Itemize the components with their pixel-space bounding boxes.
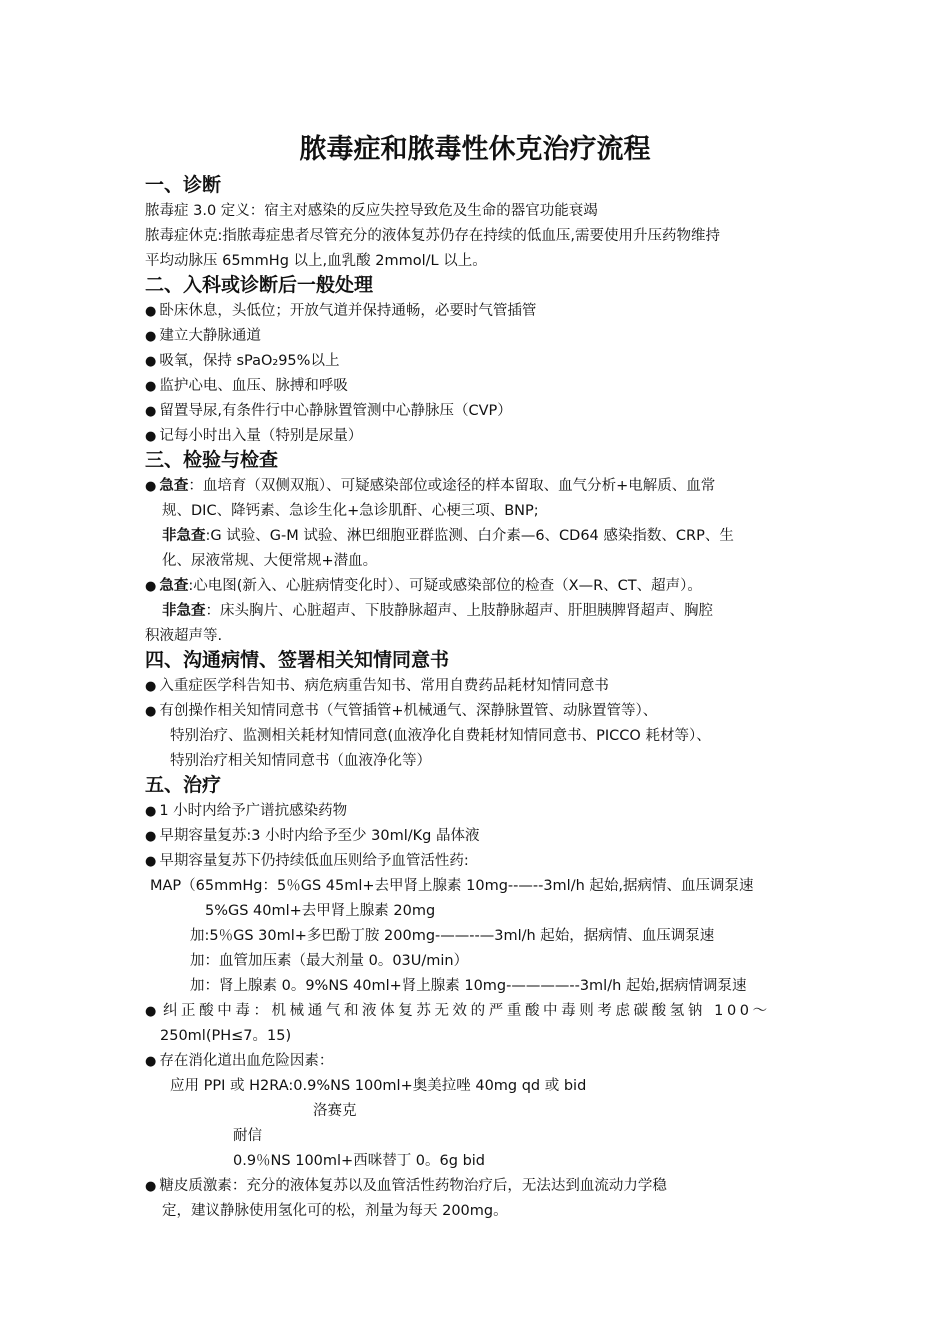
bullet-icon: ● (145, 304, 157, 319)
paragraph-line: 5%GS 40ml+去甲肾上腺素 20mg (205, 903, 436, 919)
paragraph-line: 250ml(PH≤7。15) (160, 1028, 292, 1044)
paragraph-line: 非急查:G 试验、G-M 试验、淋巴细胞亚群监测、白介素—6、CD64 感染指数、CRP、生 (162, 528, 734, 544)
paragraph-line: 化、尿液常规、大便常规+潜血。 (162, 553, 378, 569)
paragraph-line: 脓毒症休克:指脓毒症患者尽管充分的液体复苏仍存在持续的低血压,需要使用升压药物维持 (145, 228, 720, 244)
bullet-icon: ● (145, 479, 157, 494)
list-item: ● 1 小时内给予广谱抗感染药物 (145, 803, 348, 819)
list-item: ● 早期容量复苏:3 小时内给予至少 30ml/Kg 晶体液 (145, 828, 480, 844)
list-item: ● 有创操作相关知情同意书（气管插管+机械通气、深静脉置管、动脉置管等）、 (145, 703, 658, 719)
bullet-icon: ● (145, 329, 157, 344)
list-item: ● 急查:心电图(新入、心脏病情变化时）、可疑或感染部位的检查（X—R、CT、超声）。 (145, 578, 702, 594)
paragraph-line: MAP（65mmHg：5％GS 45ml+去甲肾上腺素 10mg--—--3ml/h 起始,据病情、血压调泵速 (150, 878, 754, 894)
bullet-icon: ● (145, 429, 157, 444)
paragraph-line: 非急查：床头胸片、心脏超声、下肢静脉超声、上肢静脉超声、肝胆胰脾肾超声、胸腔 (162, 603, 713, 619)
list-item: ● 监护心电、血压、脉搏和呼吸 (145, 378, 348, 394)
urgent-label: 急查 (159, 478, 189, 494)
paragraph-line: 积液超声等. (145, 628, 223, 644)
list-item: ● 早期容量复苏下仍持续低血压则给予血管活性药: (145, 853, 469, 869)
bullet-icon: ● (145, 704, 157, 719)
section-heading-diagnosis: 一、诊断 (145, 174, 222, 196)
bullet-icon: ● (145, 1004, 160, 1019)
list-item: ● 记每小时出入量（特别是尿量） (145, 428, 363, 444)
list-item: ● 建立大静脉通道 (145, 328, 261, 344)
list-item: ● 卧床休息，头低位；开放气道并保持通畅，必要时气管插管 (145, 303, 537, 319)
bullet-icon: ● (145, 1179, 157, 1194)
bullet-icon: ● (145, 354, 157, 369)
bullet-icon: ● (145, 679, 157, 694)
paragraph-line: 特别治疗相关知情同意书（血液净化等） (170, 753, 431, 769)
section-heading-tests: 三、检验与检查 (145, 449, 279, 471)
section-heading-treatment: 五、治疗 (145, 774, 222, 796)
urgent-label: 急查 (159, 578, 189, 594)
bullet-icon: ● (145, 1054, 157, 1069)
paragraph-line: 洛赛克 (313, 1103, 357, 1119)
list-item: ● 吸氧，保持 sPaO₂95%以上 (145, 353, 340, 369)
bullet-icon: ● (145, 829, 157, 844)
list-item: ● 留置导尿,有条件行中心静脉置管测中心静脉压（CVP） (145, 403, 512, 419)
paragraph-line: 特别治疗、监测相关耗材知情同意(血液净化自费耗材知情同意书、PICCO 耗材等）、 (170, 728, 711, 744)
paragraph-line: 脓毒症 3.0 定义：宿主对感染的反应失控导致危及生命的器官功能衰竭 (145, 203, 598, 219)
paragraph-line: 0.9％NS 100ml+西咪替丁 0。6g bid (233, 1153, 486, 1169)
paragraph-line: 平均动脉压 65mmHg 以上,血乳酸 2mmol/L 以上。 (145, 253, 487, 269)
list-item: ● 急查：血培育（双侧双瓶）、可疑感染部位或途径的样本留取、血气分析+电解质、血常 (145, 478, 716, 494)
bullet-icon: ● (145, 379, 157, 394)
paragraph-line: 加：肾上腺素 0。9%NS 40ml+肾上腺素 10mg-————--3ml/h 起始,据病情调泵速 (190, 978, 747, 994)
section-heading-consent: 四、沟通病情、签署相关知情同意书 (145, 649, 450, 671)
paragraph-line: 应用 PPI 或 H2RA:0.9%NS 100ml+奥美拉唑 40mg qd 或 bid (170, 1078, 587, 1094)
bullet-icon: ● (145, 579, 157, 594)
paragraph-line: 加：血管加压素（最大剂量 0。03U/min） (190, 953, 469, 969)
bullet-icon: ● (145, 404, 157, 419)
paragraph-line: 规、DIC、降钙素、急诊生化+急诊肌酐、心梗三项、BNP; (162, 503, 539, 519)
page-title: 脓毒症和脓毒性休克治疗流程 (299, 134, 651, 165)
bullet-icon: ● (145, 854, 157, 869)
list-item: ● 入重症医学科告知书、病危病重告知书、常用自费药品耗材知情同意书 (145, 678, 609, 694)
paragraph-line: 加:5％GS 30ml+多巴酚丁胺 200mg-——--—3ml/h 起始，据病情、血压调泵速 (190, 928, 715, 944)
list-item: ● 存在消化道出血危险因素： (145, 1053, 334, 1069)
nonurgent-label: 非急查 (162, 528, 206, 544)
bullet-icon: ● (145, 804, 157, 819)
list-item: ● 纠正酸中毒：机械通气和液体复苏无效的严重酸中毒则考虑碳酸氢钠 100～ (145, 1003, 771, 1019)
list-item: ● 糖皮质激素：充分的液体复苏以及血管活性药物治疗后，无法达到血流动力学稳 (145, 1178, 667, 1194)
nonurgent-label: 非急查 (162, 603, 206, 619)
paragraph-line: 定，建议静脉使用氢化可的松，剂量为每天 200mg。 (162, 1203, 508, 1219)
paragraph-line: 耐信 (233, 1128, 262, 1144)
section-heading-general-care: 二、入科或诊断后一般处理 (145, 274, 374, 296)
